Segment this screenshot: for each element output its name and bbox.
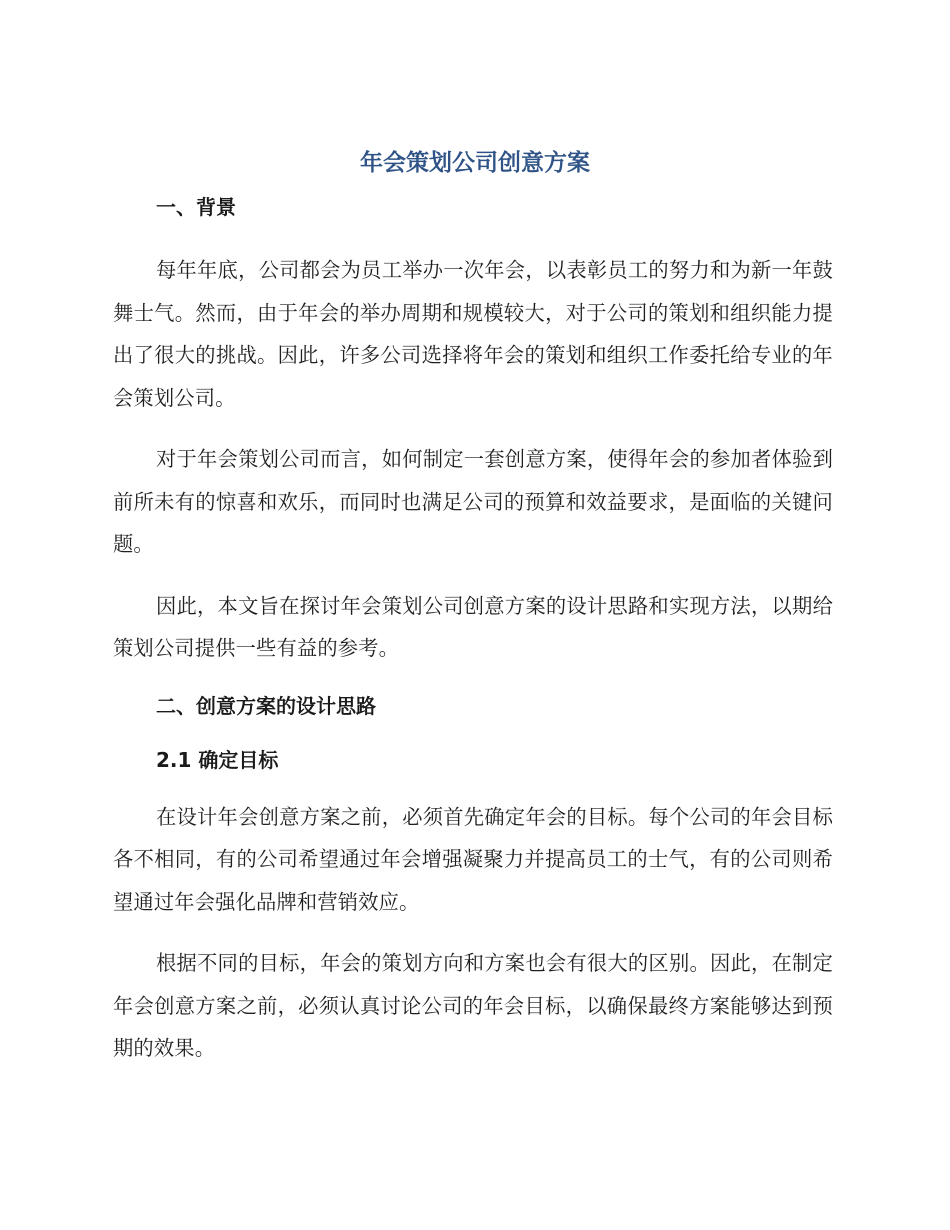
document-title: 年会策划公司创意方案: [360, 150, 590, 176]
paragraph-goals-1: 在设计年会创意方案之前，必须首先确定年会的目标。每个公司的年会目标各不相同，有的公司希望通过年会增强凝聚力并提高员工的士气，有的公司则希望通过年会强化品牌和营销效应。: [113, 804, 833, 914]
document-body: [113, 189, 833, 1070]
paragraph-background-2: 对于年会策划公司而言，如何制定一套创意方案，使得年会的参加者体验到前所未有的惊喜和欢乐，而同时也满足公司的预算和效益要求，是面临的关键问题。: [113, 447, 833, 556]
paragraph-background-3: 因此，本文旨在探讨年会策划公司创意方案的设计思路和实现方法，以期给策划公司提供一些有益的参考。: [113, 593, 833, 660]
section-heading-design-ideas: 二、创意方案的设计思路: [156, 693, 376, 718]
section-heading-background: 一、背景: [156, 195, 236, 219]
paragraph-goals-2: 根据不同的目标，年会的策划方向和方案也会有很大的区别。因此，在制定年会创意方案之前，必须认真讨论公司的年会目标，以确保最终方案能够达到预期的效果。: [113, 951, 833, 1060]
subsection-heading-define-goals: 2.1 确定目标: [156, 747, 279, 772]
paragraph-background-1: 每年年底，公司都会为员工举办一次年会，以表彰员工的努力和为新一年鼓舞士气。然而，由于年会的举办周期和规模较大，对于公司的策划和组织能力提出了很大的挑战。因此，许多公司选择将年会的策划和组织工作委托给专业的年会策划公司。: [113, 258, 833, 410]
